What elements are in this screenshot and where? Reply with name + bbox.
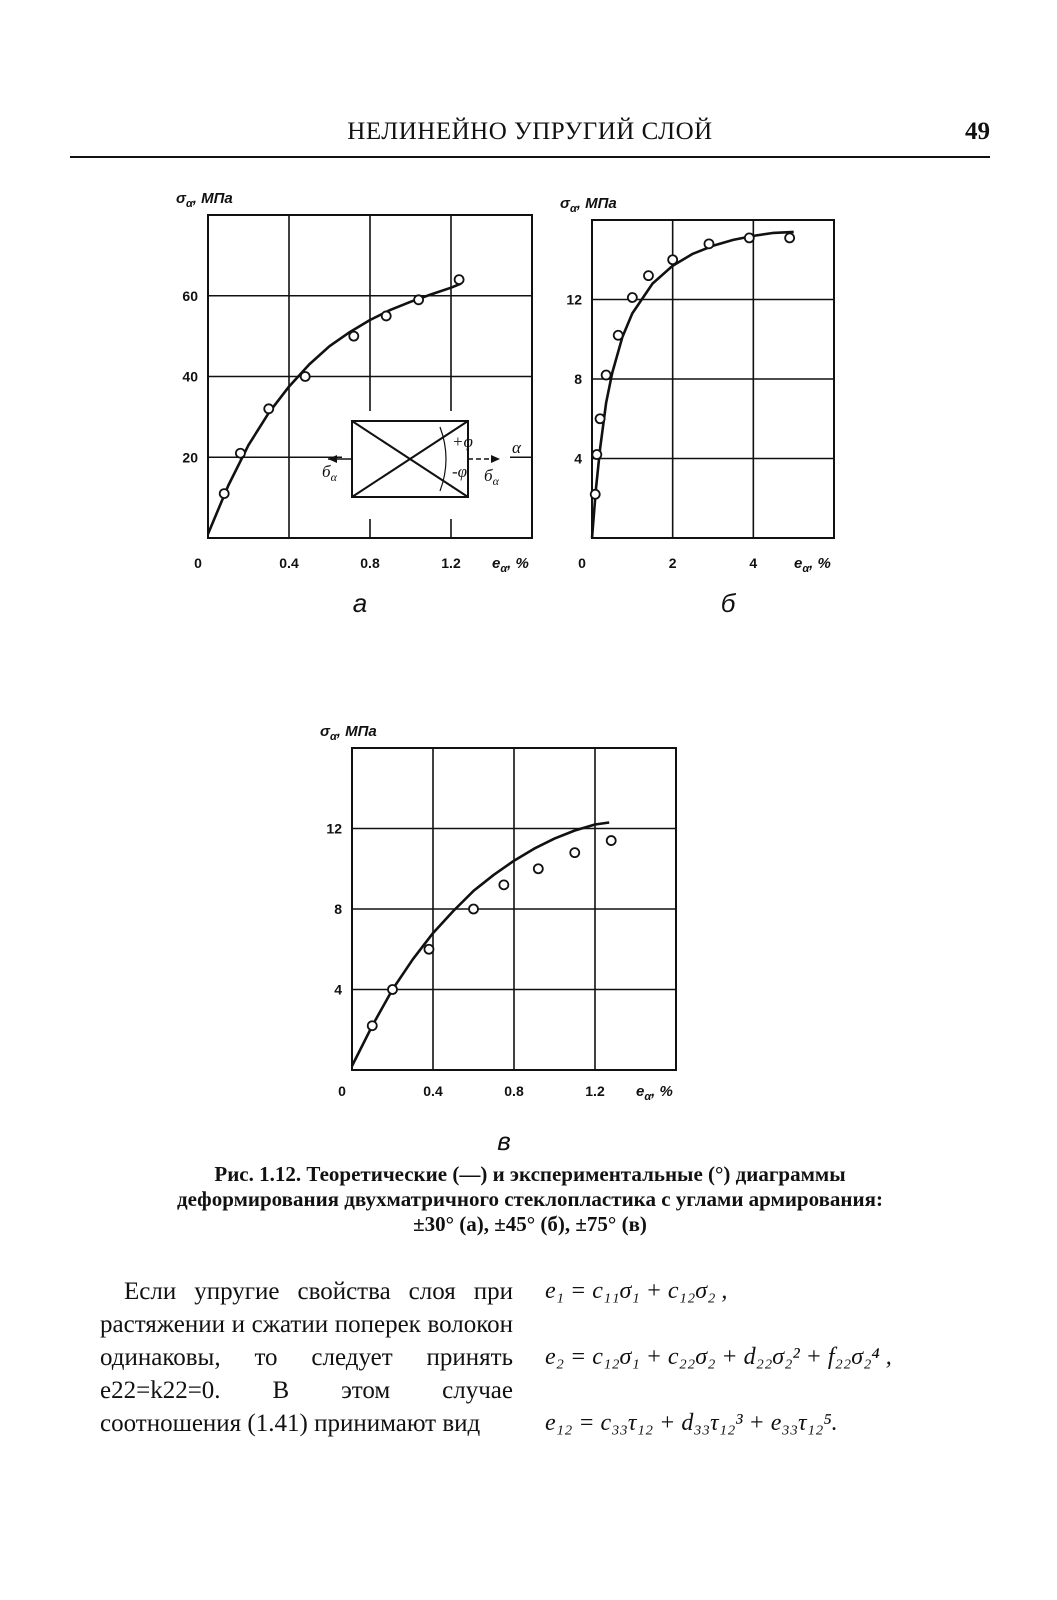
inset-right-stress-label: $б_\alpha$ bbox=[484, 466, 499, 488]
inset-angle-plus-label: +φ bbox=[452, 432, 473, 451]
experimental-point bbox=[368, 1021, 377, 1030]
page-number: 49 bbox=[965, 118, 990, 145]
panel-letter: б bbox=[720, 588, 736, 618]
running-title: НЕЛИНЕЙНО УПРУГИЙ СЛОЙ bbox=[347, 118, 713, 145]
experimental-point bbox=[570, 848, 579, 857]
equation-3: e₁₂ = c₃₃τ₁₂ + d₃₃τ₁₂³ + e₃₃τ₁₂⁵. bbox=[545, 1410, 838, 1436]
experimental-point bbox=[388, 985, 397, 994]
experimental-point bbox=[534, 864, 543, 873]
x-axis-label: $e_\alpha$, % bbox=[794, 555, 831, 575]
y-tick-label: 60 bbox=[182, 287, 198, 304]
equation-2: e₂ = c₁₂σ₁ + c₂₂σ₂ + d₂₂σ₂² + f₂₂σ₂⁴ , bbox=[545, 1344, 892, 1370]
y-axis-label: $\sigma_\alpha$, МПа bbox=[176, 190, 233, 210]
y-tick-label: 20 bbox=[182, 449, 198, 466]
x-tick-label: 0.4 bbox=[423, 1083, 443, 1099]
experimental-point bbox=[607, 836, 616, 845]
equation-1: e₁ = c₁₁σ₁ + c₁₂σ₂ , bbox=[545, 1278, 728, 1304]
x-tick-label: 0.8 bbox=[360, 555, 380, 571]
experimental-point bbox=[469, 905, 478, 914]
y-tick-label: 12 bbox=[326, 820, 342, 837]
figure-caption bbox=[120, 1162, 940, 1237]
inset-axis-label: α bbox=[512, 438, 521, 457]
experimental-point bbox=[499, 880, 508, 889]
x-tick-label: 1.2 bbox=[585, 1083, 605, 1099]
x-tick-label: 1.2 bbox=[441, 555, 461, 571]
x-tick-label: 0.4 bbox=[279, 555, 299, 571]
theoretical-curve bbox=[352, 823, 609, 1067]
y-axis-label: $\sigma_\alpha$, МПа bbox=[560, 195, 617, 215]
x-tick-label: 0.8 bbox=[504, 1083, 524, 1099]
experimental-point bbox=[424, 945, 433, 954]
x-axis-label: $e_\alpha$, % bbox=[492, 555, 529, 575]
x-axis-label: $e_\alpha$, % bbox=[636, 1083, 673, 1103]
caption-line-2: деформирования двухматричного стеклопластика с углами армирования: bbox=[176, 1187, 883, 1211]
y-tick-label: 12 bbox=[566, 291, 582, 308]
x-tick-label: 0 bbox=[194, 555, 202, 571]
panel-letter: а bbox=[352, 588, 368, 618]
panel-letter: в bbox=[497, 1126, 511, 1156]
x-tick-label: 0 bbox=[338, 1083, 346, 1099]
y-tick-label: 4 bbox=[334, 981, 342, 998]
x-tick-label: 2 bbox=[668, 555, 677, 571]
inset-left-stress-label: $б_\alpha$ bbox=[322, 462, 337, 484]
y-tick-label: 8 bbox=[334, 901, 342, 917]
inset-angle-minus-label: -φ bbox=[452, 462, 468, 481]
y-axis-label: $\sigma_\alpha$, МПа bbox=[320, 723, 377, 743]
body-paragraph: Если упругие свойства слоя при растяжении и сжатии поперек волокон одинаковы, то следует принять e22=k22=0. В этом случае соотношения (1.41) принимают вид bbox=[100, 1278, 513, 1437]
x-tick-label: 0 bbox=[578, 555, 586, 571]
caption-line-3: ±30° (а), ±45° (б), ±75° (в) bbox=[413, 1212, 647, 1236]
y-tick-label: 8 bbox=[574, 371, 582, 387]
y-tick-label: 40 bbox=[182, 368, 198, 385]
caption-line-1: Рис. 1.12. Теоретические (—) и экспериментальные (°) диаграммы bbox=[214, 1162, 846, 1186]
y-tick-label: 4 bbox=[574, 450, 582, 467]
x-tick-label: 4 bbox=[749, 555, 758, 571]
